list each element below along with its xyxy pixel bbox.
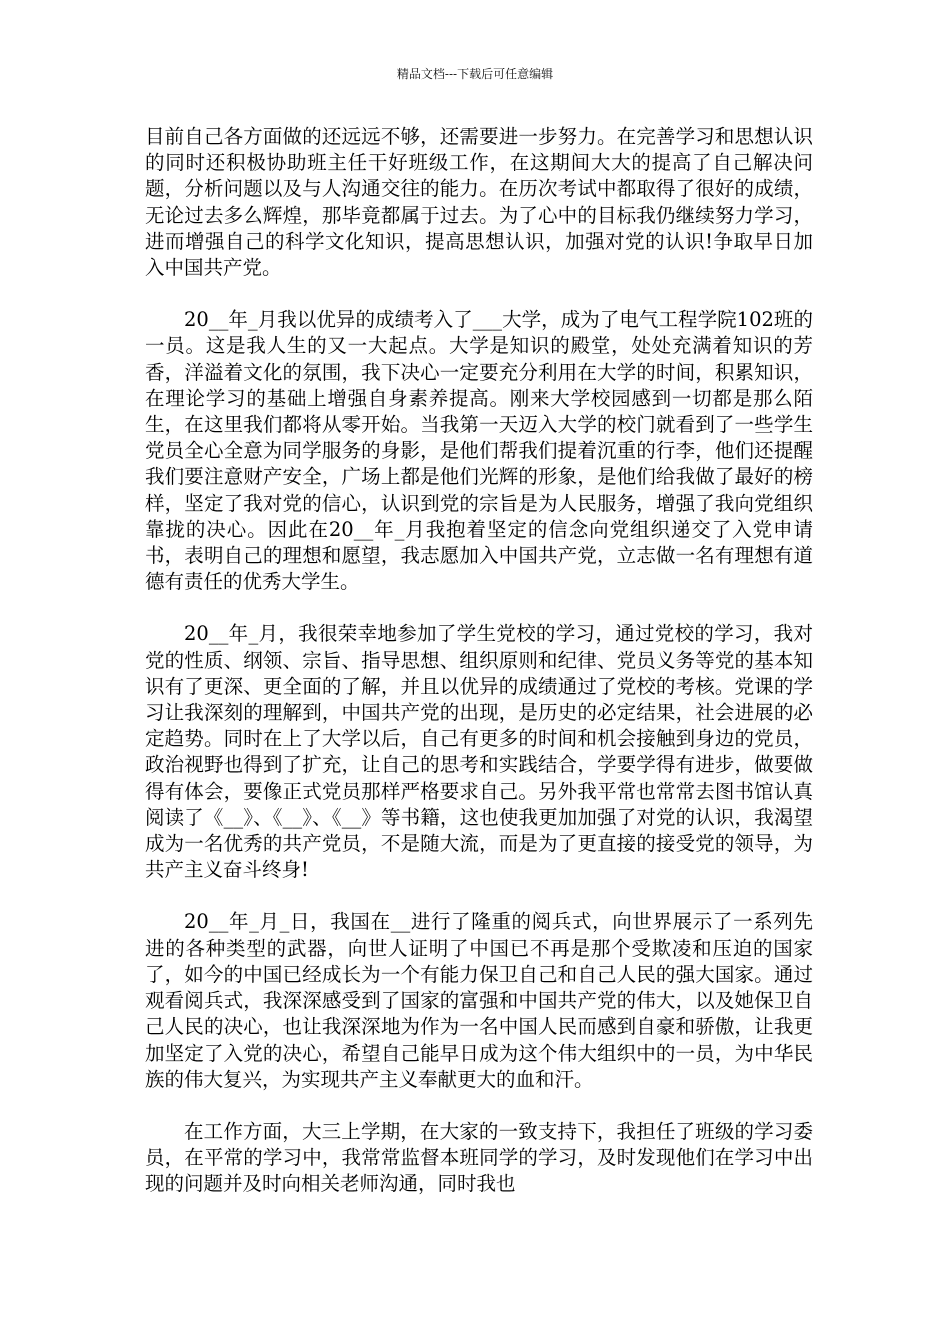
paragraph-4: 20__年_月_日，我国在__进行了隆重的阅兵式，向世界展示了一系列先进的各种类型的武器，向世人证明了中国已不再是那个受欺凌和压迫的国家了，如今的中国已经成长为一个有能力保卫自己和自己人民的强大国家。通过观看阅兵式，我深深感受到了国家的富强和中国共产党的伟大，以及她保卫自己人民的决心，也让我深深地为作为一名中国人民而感到自豪和骄傲，让我更加坚定了入党的决心，希望自己能早日成为这个伟大组织中的一员，为中华民族的伟大复兴，为实现共产主义奉献更大的血和汗。	[145, 910, 813, 1091]
page-header: 精品文档---下载后可任意编辑	[396, 67, 554, 81]
paragraph-2: 20__年_月我以优异的成绩考入了___大学，成为了电气工程学院102班的一员。这是我人生的又一大起点。大学是知识的殿堂，处处充满着知识的芳香，洋溢着文化的氛围，我下决心一定要充分利用在大学的时间，积累知识，在理论学习的基础上增强自身素养提高。刚来大学校园感到一切都是那么陌生，在这里我们都将从零开始。当我第一天迈入大学的校门就看到了一些学生党员全心全意为同学服务的身影，是他们帮我们提着沉重的行李，他们还提醒我们要注意财产安全，广场上都是他们光辉的形象，是他们给我做了最好的榜样，坚定了我对党的信心，认识到党的宗旨是为人民服务，增强了我向党组织靠拢的决心。因此在20__年_月我抱着坚定的信念向党组织递交了入党申请书，表明自己的理想和愿望，我志愿加入中国共产党，立志做一名有理想有道德有责任的优秀大学生。	[145, 308, 813, 594]
document-body	[145, 124, 813, 1198]
paragraph-3: 20__年_月，我很荣幸地参加了学生党校的学习，通过党校的学习，我对党的性质、纲领、宗旨、指导思想、组织原则和纪律、党员义务等党的基本知识有了更深、更全面的了解，并且以优异的成绩通过了党校的考核。党课的学习让我深刻的理解到，中国共产党的出现，是历史的必定结果，社会进展的必定趋势。同时在上了大学以后，自己有更多的时间和机会接触到身边的党员，政治视野也得到了扩充，让自己的思考和实践结合，学要学得有进步，做要做得有体会，要像正式党员那样严格要求自己。另外我平常也常常去图书馆认真阅读了《__》、《__》、《__》等书籍，这也使我更加加强了对党的认识，我渴望成为一名优秀的共产党员，不是随大流，而是为了更直接的接受党的领导，为共产主义奋斗终身!	[145, 622, 813, 882]
paragraph-5: 在工作方面，大三上学期，在大家的一致支持下，我担任了班级的学习委员，在平常的学习中，我常常监督本班同学的学习，及时发现他们在学习中出现的问题并及时向相关老师沟通，同时我也	[145, 1119, 813, 1196]
paragraph-1: 目前自己各方面做的还远远不够，还需要进一步努力。在完善学习和思想认识的同时还积极协助班主任干好班级工作，在这期间大大的提高了自己解决问题，分析问题以及与人沟通交往的能力。在历次考试中都取得了很好的成绩，无论过去多么辉煌，那毕竟都属于过去。为了心中的目标我仍继续努力学习，进而增强自己的科学文化知识，提高思想认识，加强对党的认识!争取早日加入中国共产党。	[145, 125, 813, 280]
